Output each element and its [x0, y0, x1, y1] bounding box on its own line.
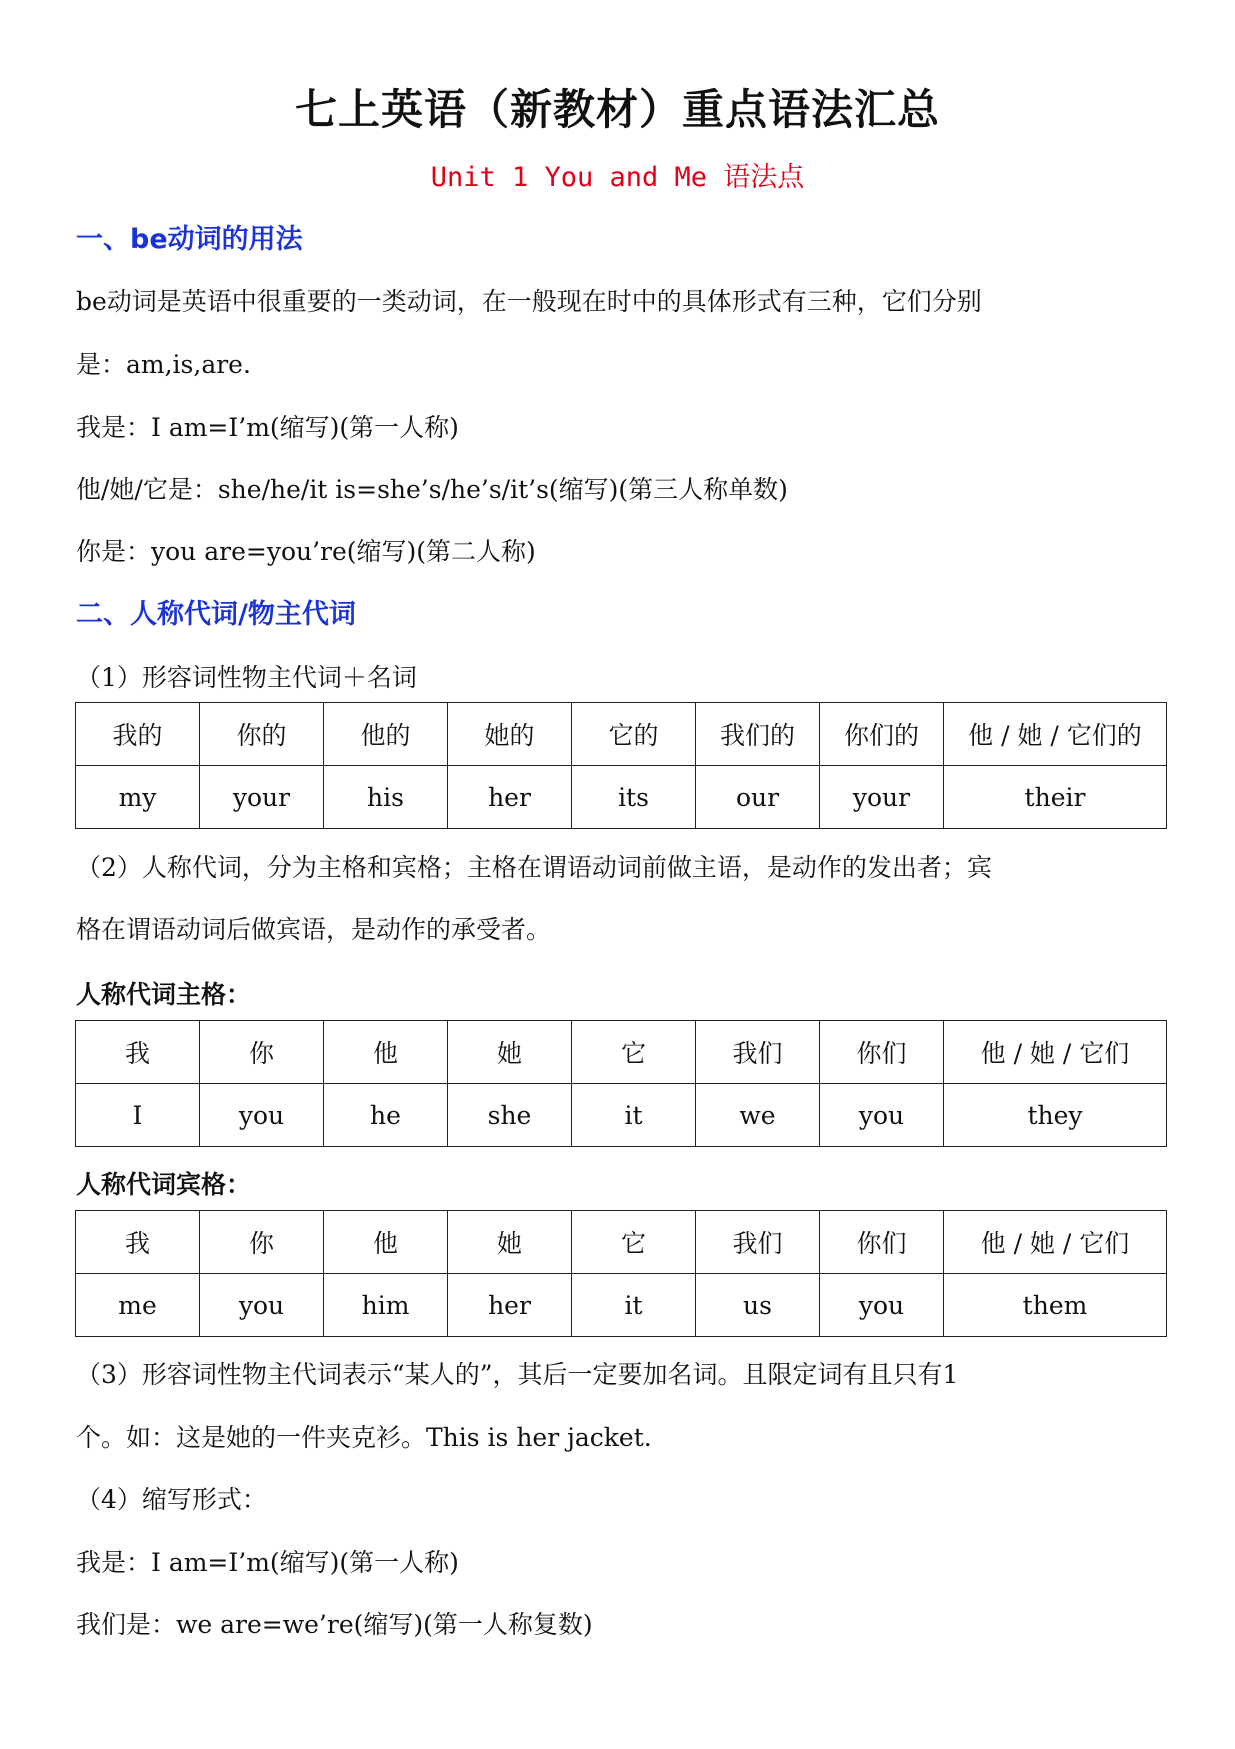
- table-cell: her: [448, 1274, 572, 1337]
- table-cell: 我们的: [696, 703, 820, 766]
- table-cell: 我的: [76, 703, 200, 766]
- table-cell: 他的: [324, 703, 448, 766]
- table-cell: its: [572, 766, 696, 829]
- table-cell: her: [448, 766, 572, 829]
- table-cell: 你: [200, 1021, 324, 1084]
- subject-pronoun-table: [75, 1020, 1167, 1147]
- body-line: 你是：you are=you’re(缩写)(第二人称): [76, 537, 536, 566]
- table-cell: your: [200, 766, 324, 829]
- table-cell: I: [76, 1084, 200, 1147]
- table-cell: 它: [572, 1021, 696, 1084]
- table-cell: them: [944, 1274, 1167, 1337]
- table-cell: 它的: [572, 703, 696, 766]
- table-cell: 他 / 她 / 它们的: [944, 703, 1167, 766]
- table-cell: 她: [448, 1021, 572, 1084]
- table-cell: 你们: [820, 1021, 944, 1084]
- body-line: be动词是英语中很重要的一类动词，在一般现在时中的具体形式有三种，它们分别: [76, 287, 982, 316]
- table-cell: 我们: [696, 1211, 820, 1274]
- item-3-text: 个。如：这是她的一件夹克衫。This is her jacket.: [76, 1423, 652, 1452]
- table-cell: 我们: [696, 1021, 820, 1084]
- table-cell: your: [820, 766, 944, 829]
- item-2-text: （2）人称代词，分为主格和宾格；主格在谓语动词前做主语，是动作的发出者；宾: [76, 853, 992, 882]
- table-header-row: [76, 703, 1167, 766]
- section-heading-pronouns: 二、人称代词/物主代词: [76, 599, 356, 630]
- table-row: [76, 766, 1167, 829]
- table-cell: you: [200, 1274, 324, 1337]
- object-case-label: 人称代词宾格：: [76, 1170, 252, 1199]
- table-header-row: [76, 1021, 1167, 1084]
- subject-case-label: 人称代词主格：: [76, 980, 252, 1009]
- table-cell: 她的: [448, 703, 572, 766]
- section-heading-be-verb: 一、be动词的用法: [76, 224, 303, 255]
- table-cell: you: [820, 1274, 944, 1337]
- item-3-text: （3）形容词性物主代词表示“某人的”，其后一定要加名词。且限定词有且只有1: [76, 1360, 959, 1389]
- unit-subtitle: Unit 1 You and Me 语法点: [430, 162, 805, 193]
- table-cell: they: [944, 1084, 1167, 1147]
- table-cell: we: [696, 1084, 820, 1147]
- object-pronoun-table: [75, 1210, 1167, 1337]
- table-cell: you: [820, 1084, 944, 1147]
- table-cell: 你们: [820, 1211, 944, 1274]
- table-cell: 我: [76, 1211, 200, 1274]
- table-cell: 他: [324, 1021, 448, 1084]
- page-title: 七上英语（新教材）重点语法汇总: [294, 85, 940, 134]
- item-4-text: （4）缩写形式：: [76, 1485, 267, 1514]
- body-line: 我是：I am=I’m(缩写)(第一人称): [76, 413, 459, 442]
- body-line: 我们是：we are=we’re(缩写)(第一人称复数): [76, 1610, 593, 1639]
- possessive-adjective-table: [75, 702, 1167, 829]
- item-2-text: 格在谓语动词后做宾语，是动作的承受者。: [76, 915, 552, 944]
- table-cell: it: [572, 1274, 696, 1337]
- table-cell: 他: [324, 1211, 448, 1274]
- table-cell: us: [696, 1274, 820, 1337]
- table-cell: 你的: [200, 703, 324, 766]
- table-cell: you: [200, 1084, 324, 1147]
- table-header-row: [76, 1211, 1167, 1274]
- table-cell: 她: [448, 1211, 572, 1274]
- table-cell: our: [696, 766, 820, 829]
- table-row: [76, 1274, 1167, 1337]
- table-cell: me: [76, 1274, 200, 1337]
- body-line: 他/她/它是：she/he/it is=she’s/he’s/it’s(缩写)(第三人称单数): [76, 475, 788, 504]
- table-row: [76, 1084, 1167, 1147]
- table-cell: she: [448, 1084, 572, 1147]
- table-cell: it: [572, 1084, 696, 1147]
- table-cell: 你: [200, 1211, 324, 1274]
- item-1-text: （1）形容词性物主代词＋名词: [76, 663, 417, 692]
- table-cell: 他 / 她 / 它们: [944, 1211, 1167, 1274]
- body-line: 我是：I am=I’m(缩写)(第一人称): [76, 1548, 459, 1577]
- table-cell: him: [324, 1274, 448, 1337]
- table-cell: my: [76, 766, 200, 829]
- body-line: 是：am,is,are.: [76, 350, 251, 379]
- table-cell: 它: [572, 1211, 696, 1274]
- table-cell: their: [944, 766, 1167, 829]
- table-cell: 你们的: [820, 703, 944, 766]
- table-cell: his: [324, 766, 448, 829]
- table-cell: 我: [76, 1021, 200, 1084]
- table-cell: 他 / 她 / 它们: [944, 1021, 1167, 1084]
- table-cell: he: [324, 1084, 448, 1147]
